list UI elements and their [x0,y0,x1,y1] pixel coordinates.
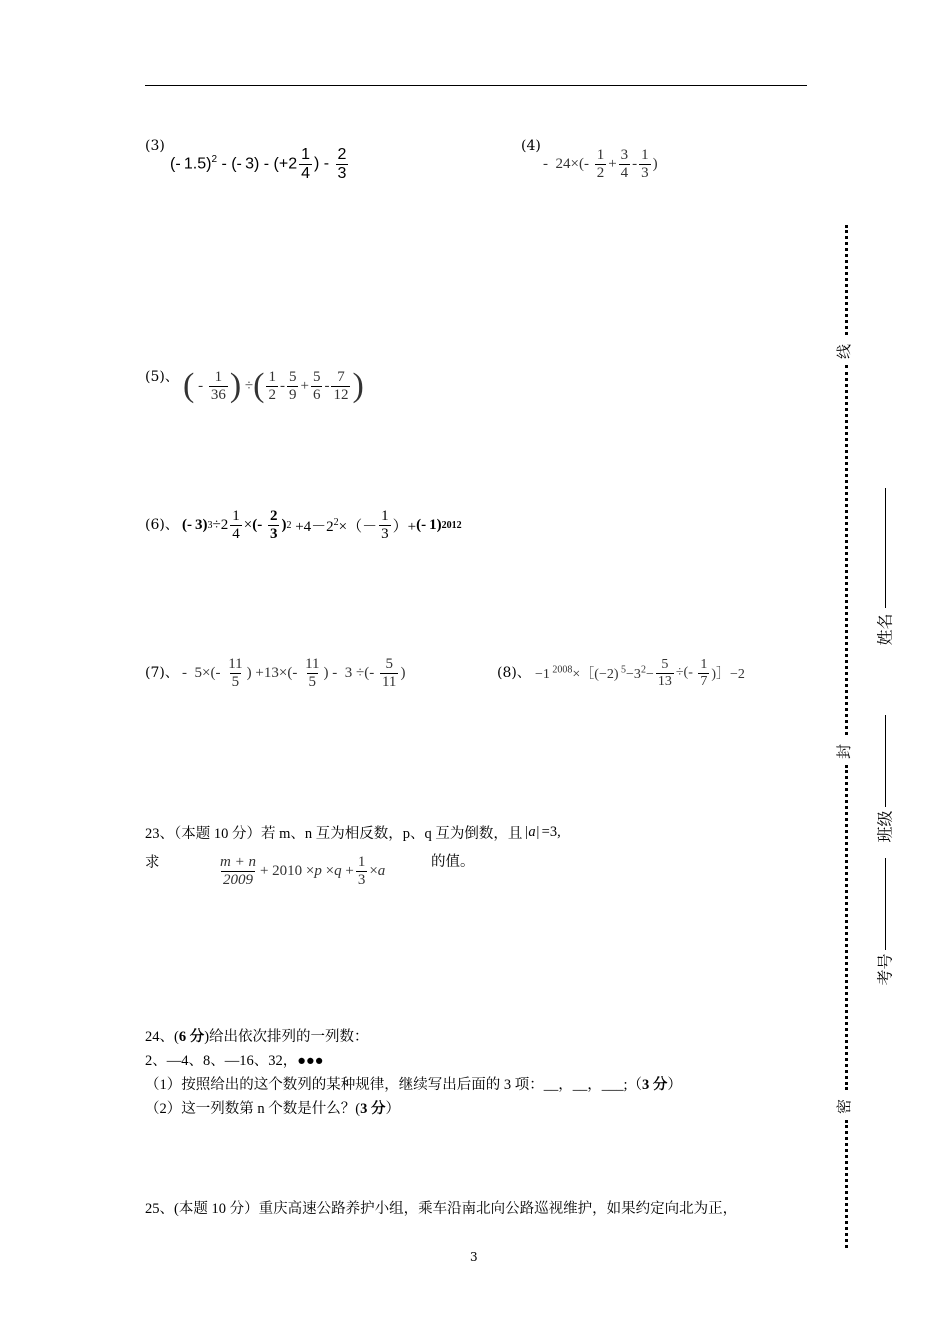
header-rule [145,85,807,86]
class-blank [885,715,886,807]
binding-mi: 密 [835,1098,854,1115]
question-24-score: 6 分 [178,1029,205,1045]
exam-number-blank [885,858,886,950]
problem-8-expression: −1 $^{2008}$×［(−2) $^5-3^2-$ $\frac{5}{13}$ ÷(- $\frac{1}{7}$ )］−2 [535,657,745,689]
question-24-sub-2 [145,1097,400,1118]
question-23-text-end: =3, [541,824,561,840]
binding-dotted-line-1 [845,225,848,335]
question-24-head-end: )给出依次排列的一列数： [204,1029,369,1045]
question-23-qiu: 求 [145,855,160,871]
sub-1-text: （1）按照给出的这个数列的某种规律，继续写出后面的 3 项：__，__，___;（ [145,1077,643,1093]
problem-8-label: (8)、 [497,665,531,681]
name-blank [885,488,886,608]
problem-4-expression: - 24×(- $\frac{1}{2}$ + $\frac{3}{4}$ - $\frac{1}{3}$ ) [543,147,658,181]
binding-feng: 封 [835,743,854,760]
abs-a: |a| [524,824,540,840]
binding-dotted-line-3 [845,765,848,1090]
question-24-sub-1 [145,1073,682,1094]
sub-2-score: 3 分 [360,1101,386,1117]
sub-1-end: ） [667,1077,682,1093]
problem-6-label: (6)、 [145,517,179,533]
page-number: 3 [470,1250,478,1264]
problem-4-label: (4) [521,138,541,154]
binding-xian: 线 [835,343,854,360]
exam-number-label: 考号 [875,953,895,986]
class-label: 班级 [875,810,895,843]
binding-dotted-line-2 [845,365,848,735]
question-25-text: 25、(本题 10 分）重庆高速公路养护小组，乘车沿南北向公路巡视维护，如果约定向北为正， [145,1201,738,1217]
binding-dotted-line-4 [845,1120,848,1248]
sub-2-text: （2）这一列数第 n 个数是什么？( [145,1101,361,1117]
question-23-line-1 [145,822,561,843]
question-23-tail: 的值。 [431,854,475,870]
problem-3-expression: (- 1.5)$^2$ - (- 3) - (+2 $\frac{1}{4}$ ) - $\frac{2}{3}$ [170,145,347,182]
name-label: 姓名 [875,613,895,646]
problem-5-label: (5)、 [145,369,179,385]
question-23-text: 23、（本题 10 分）若 m、n 互为相反数，p、q 互为倒数，且 [145,826,523,842]
problem-5-expression: ( - $\frac{1}{36}$ ) ÷ ( $\frac{1}{2}$ - $\frac{5}{9}$ + $\frac{5}{6}$ - $\frac{7}{12}$ ) [183,367,364,404]
question-23-expression: $\frac{m + n}{2009}$ + 2010 × p × q + $\frac{1}{3}$ × a [220,854,386,888]
problem-7-expression: - 5×(- $\frac{11}{5}$ ) +13×(- $\frac{11}{5}$ ) - 3 ÷(- $\frac{5}{11}$ ) [182,656,406,690]
question-24-head: 24、( [145,1029,179,1045]
sub-1-score: 3 分 [642,1077,668,1093]
sub-2-end: ） [385,1101,400,1117]
problem-6-expression: (- 3) 3 ÷2 $\frac{1}{4}$ × (- $\frac{2}{3}$ ) 2 $+4-2^2\times(-$ $\frac{1}{3}$ ）+ (- 1) 2012 [182,508,462,542]
question-24-line-1 [145,1025,369,1046]
question-24-sequence: 2、—4、8、—16、32，●●● [145,1053,324,1069]
problem-7-label: (7)、 [145,665,179,681]
problem-3-label: (3) [145,138,165,154]
